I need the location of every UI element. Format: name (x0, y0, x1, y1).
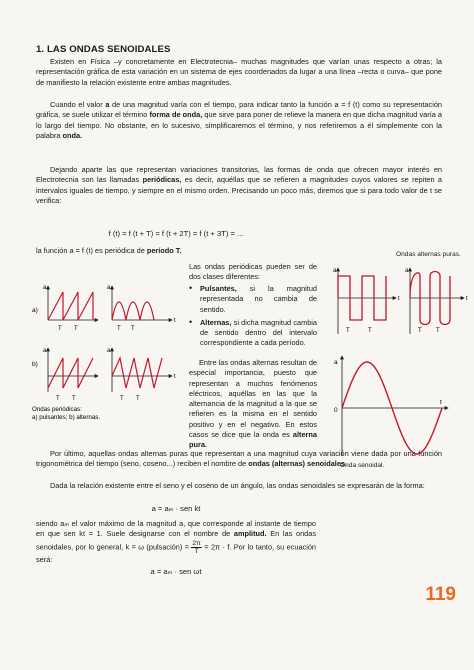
wave-types-list (189, 284, 317, 352)
paragraph-periodo (36, 246, 316, 256)
period-label: T (58, 326, 62, 332)
text-run: la función a = f (t) es periódica de (36, 246, 147, 255)
period-label: T (117, 326, 121, 332)
alternating-sawtooth-wave (48, 358, 93, 388)
triangular-wave (112, 358, 162, 388)
term-ondas-senoidales: ondas (alternas) senoidales. (248, 459, 348, 469)
formula-sine-omega-t: a = aₘ · sen ωt (150, 567, 202, 576)
text-run: si la magnitud representada no cambia de sentido. (200, 284, 317, 314)
text-run: es decir, aquéllas que se refieren a magnitudes cuyos valores se repiten a intervalos iguales de tiempo, y siempre en el mismo orden. Precisando un poco más, diremos que si para todo valor de t se verifica: (36, 175, 442, 205)
text-run: = 2π · f. Por lo tanto, su ecuación será: (36, 542, 316, 564)
label-b-paren: b) (32, 361, 38, 368)
axis-t-label: t (440, 399, 442, 406)
list-item-alternas (189, 318, 317, 349)
text-run: siendo aₘ el valor máximo de la magnitud a, que corresponde al instante de tiempo en que sen kt = 1. Suele designarse con el nombre de (36, 519, 316, 539)
period-label: T (418, 328, 422, 334)
pure-waves-caption: Ondas alternas puras. (396, 251, 461, 258)
axis-a-label: a (107, 285, 111, 291)
paragraph-seno-coseno: Dada la relación existente entre el seno y el coseno de un ángulo, las ondas senoidales se expresarán de la forma: (50, 481, 425, 490)
axis-a-label: a (333, 268, 337, 274)
period-label: T (131, 326, 135, 332)
period-label: T (120, 396, 124, 402)
text-run: Dejando aparte las que representan variaciones transitorias, las formas de onda que ofrecen mayor interés en Electrotecnia son las llamadas (36, 165, 442, 185)
paragraph-periodicas (36, 165, 442, 206)
period-label: T (72, 396, 76, 402)
term-periodo-T: período T. (146, 246, 182, 255)
term-alterna-pura: alterna pura. (189, 430, 317, 450)
period-label: T (436, 328, 440, 334)
period-label: T (74, 326, 78, 332)
periodic-caption-line1: Ondas periódicas: (32, 406, 82, 413)
paragraph-intro: Existen en Física –y concretamente en Electrotecnia– muchas magnitudes que varían unas respecto a otras; la representación gráfica de esta variación en un sistema de ejes coordenados da lugar a una línea –recta o curva– que pone de manifiesto la relación existente entre ambas magnitudes. (36, 57, 442, 87)
text-run: En las ondas senoidales, por lo general, k = ω (pulsación) = (36, 529, 316, 552)
fraction-numerator: 2π (192, 539, 201, 547)
period-label: T (136, 396, 140, 402)
list-item-pulsantes (189, 284, 317, 315)
alternating-triangular-graph (107, 348, 176, 402)
axis-a-label: a (43, 348, 47, 354)
label-a-paren: a) (32, 307, 38, 314)
pulsating-sawtooth-graph (43, 285, 98, 332)
sawtooth-wave (48, 292, 93, 320)
text-run: de una magnitud varía con el tiempo, para indicar tanto la función a = f (t) como su representación gráfica, se suele utilizar el término (36, 100, 442, 120)
period-label: T (346, 328, 350, 334)
section-title: 1. LAS ONDAS SENOIDALES (36, 44, 171, 55)
text-run: Entre las ondas alternas resultan de especial importancia, puesto que representan a muchos fenómenos eléctricos, aquéllas en las que la alternancia de la magnitud a la que se refieren es la misma en el sentido positivo y en el negativo. En estos casos se dice que la onda es (189, 358, 317, 440)
fraction-denominator: T (194, 547, 199, 555)
axis-a-label: a (405, 268, 409, 274)
axis-a-label: a (43, 285, 47, 291)
alternating-sawtooth-graph (43, 348, 98, 402)
sine-caption: Onda senoidal. (340, 462, 385, 469)
axis-t-label: t (174, 374, 176, 380)
term-alternas: Alternas, (200, 317, 232, 327)
sine-wave-figure (330, 352, 454, 462)
paragraph-dos-clases: Las ondas periódicas pueden ser de dos clases diferentes: (189, 262, 317, 282)
pure-alternating-waves-figure (324, 262, 472, 342)
axis-t-label: t (174, 318, 176, 324)
text-run: que sirve para poner de relieve la manera en que dicha magnitud varía a lo largo del tiempo. No obstante, en lo sucesivo, simplificaremos el término, y nos referiremos a él simplemente con la palabra (36, 110, 443, 140)
term-amplitud: amplitud. (233, 529, 267, 539)
axis-t-label: t (466, 296, 468, 302)
page-number: 119 (425, 584, 456, 605)
term-pulsantes: Pulsantes, (200, 284, 237, 293)
rectified-wave (112, 302, 154, 320)
term-onda: onda. (62, 130, 83, 140)
square-wave-graph (333, 268, 400, 334)
origin-label: 0 (334, 407, 338, 414)
fraction-2pi-over-T (191, 540, 201, 555)
period-label: T (368, 328, 372, 334)
periodic-caption-line2: a) pulsantes; b) alternas. (32, 414, 101, 421)
text-run: Por último, aquellas ondas alternas puras que representan a una magnitud cuya variación viene dada por una función trigonométrica del tiempo (seno, coseno...) reciben el nombre de (36, 449, 442, 469)
rounded-wave-graph (405, 268, 468, 334)
term-a: a (105, 100, 110, 109)
periodic-waves-figure (32, 280, 182, 425)
text-run: si dicha magnitud cambia de sentido dentro del intervalo correspondiente a cada período. (200, 317, 317, 348)
axis-a-label: a (107, 348, 111, 354)
term-periodicas: periódicas, (142, 175, 182, 185)
axis-t-label: t (398, 296, 400, 302)
formula-periodicity: f (t) = f (t + T) = f (t + 2T) = f (t + 3T) = ... (108, 229, 244, 238)
paragraph-amplitud (36, 519, 316, 565)
period-label: T (56, 396, 60, 402)
axis-a-label: a (334, 359, 338, 366)
term-forma-de-onda: forma de onda, (149, 110, 203, 120)
formula-sine-kt: a = aₘ · sen kt (151, 504, 201, 513)
pulsating-rectified-graph (107, 285, 176, 332)
paragraph-alterna-pura (189, 358, 317, 451)
text-run: Cuando el valor (50, 100, 106, 109)
paragraph-forma-de-onda (36, 100, 442, 141)
